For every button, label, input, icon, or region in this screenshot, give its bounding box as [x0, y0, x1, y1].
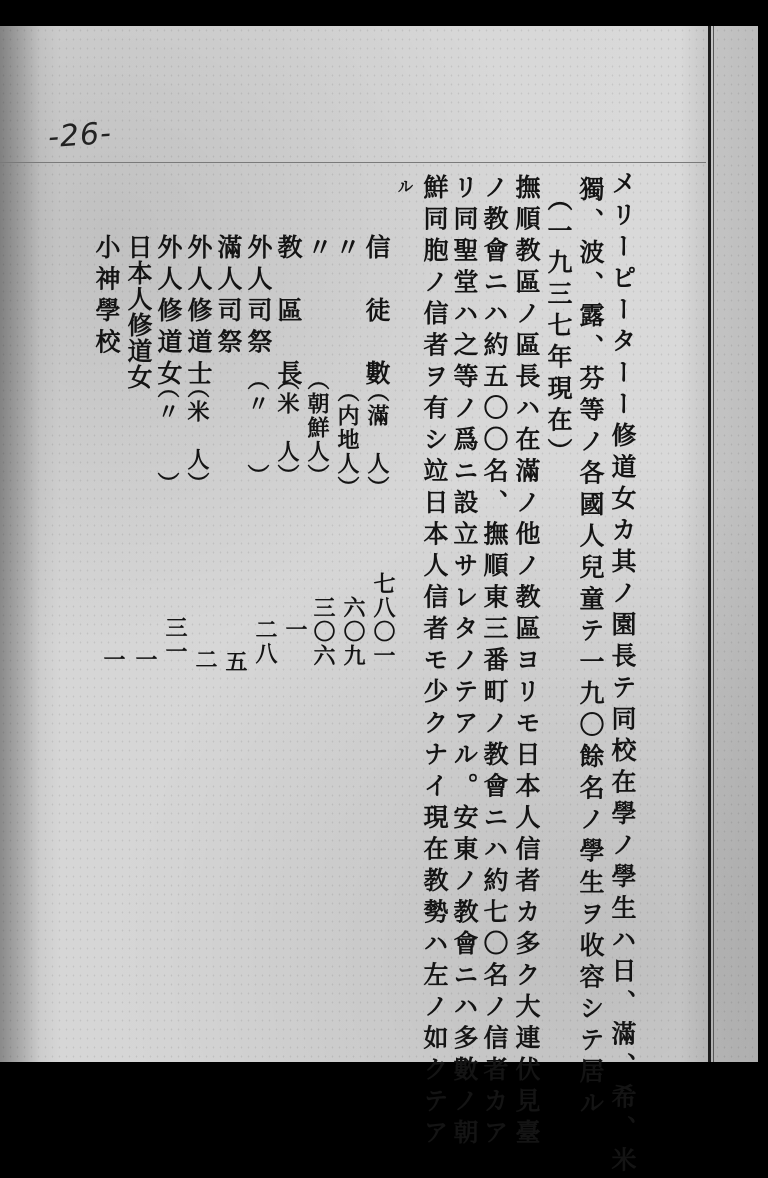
paragraph-line-4: 撫順教區ノ區長ハ在滿ノ他ノ教區ヨリモ日本人信者カ多ク大連伏見臺 — [512, 174, 541, 1151]
table-row-sub: （朝鮮人） — [304, 368, 330, 488]
paragraph-line-6: リ同聖堂ハ之等ノ爲ニ設立サレタノテアル。安東ノ教會ニハ多數ノ朝 — [450, 174, 479, 1151]
table-row-label: 滿人司祭 — [214, 234, 243, 360]
table-row-label: 外人修道女 — [154, 234, 183, 392]
page-number: -26- — [46, 115, 113, 156]
table-row-label: 信 徒 數 — [362, 234, 391, 392]
page-shadow — [0, 26, 40, 1062]
header-rule — [0, 162, 706, 163]
table-row-value: 一 — [282, 618, 308, 642]
table-row-value: 六〇九 — [340, 596, 366, 668]
table-row-sub: （〃 ） — [244, 368, 270, 488]
table-row-sub: （米 人） — [274, 368, 300, 488]
table-row-label: 〃 — [332, 234, 361, 266]
paragraph-line-7: 鮮同胞ノ信者ヲ有シ竝日本人信者モ少クナイ現在教勢ハ左ノ如クテア — [420, 174, 449, 1151]
paragraph-line-5: ノ教會ニハ約五〇〇名、撫順東三番町ノ教會ニハ約七〇名ノ信者カア — [480, 174, 509, 1151]
table-row-sub: （滿 人） — [364, 380, 390, 500]
paper-texture — [0, 26, 758, 1062]
table-row-value: 五 — [222, 650, 248, 674]
table-row-sub: （〃 ） — [154, 376, 180, 496]
table-row-label: 外人修道士 — [184, 234, 213, 392]
table-row-value: 二八 — [252, 618, 278, 666]
table-row-value: 一 — [132, 648, 158, 672]
binding-edge-inner — [713, 26, 714, 1062]
table-row-label: 外人司祭 — [244, 234, 273, 360]
table-row-value: 一 — [100, 648, 126, 672]
paragraph-line-1: メリーピーターー修道女カ其ノ園長テ同校在學ノ學生ハ日、滿、希、米 — [608, 170, 637, 1178]
paragraph-line-3: （一九三七年現在） — [544, 186, 573, 470]
table-row-label: 小神學校 — [92, 234, 121, 360]
table-row-value: 七八〇一 — [370, 572, 396, 668]
table-row-value: 三一 — [162, 616, 188, 664]
table-row-label: 教 區 長 — [274, 234, 303, 392]
paragraph-line-2: 獨、波、露、芬等ノ各國人兒童テ一九〇餘名ノ學生ヲ收容シテ居ル — [576, 176, 605, 1121]
table-row-label: 〃 — [304, 234, 333, 266]
table-row-value: 三〇六 — [310, 596, 336, 668]
table-row-sub: （内地人） — [334, 380, 360, 500]
table-row-label: 日本人修道女 — [124, 234, 153, 390]
table-row-value: 二 — [192, 648, 218, 672]
binding-edge — [708, 26, 711, 1062]
table-row-sub: （米 人） — [184, 376, 210, 496]
paragraph-line-8: ル — [395, 178, 414, 201]
